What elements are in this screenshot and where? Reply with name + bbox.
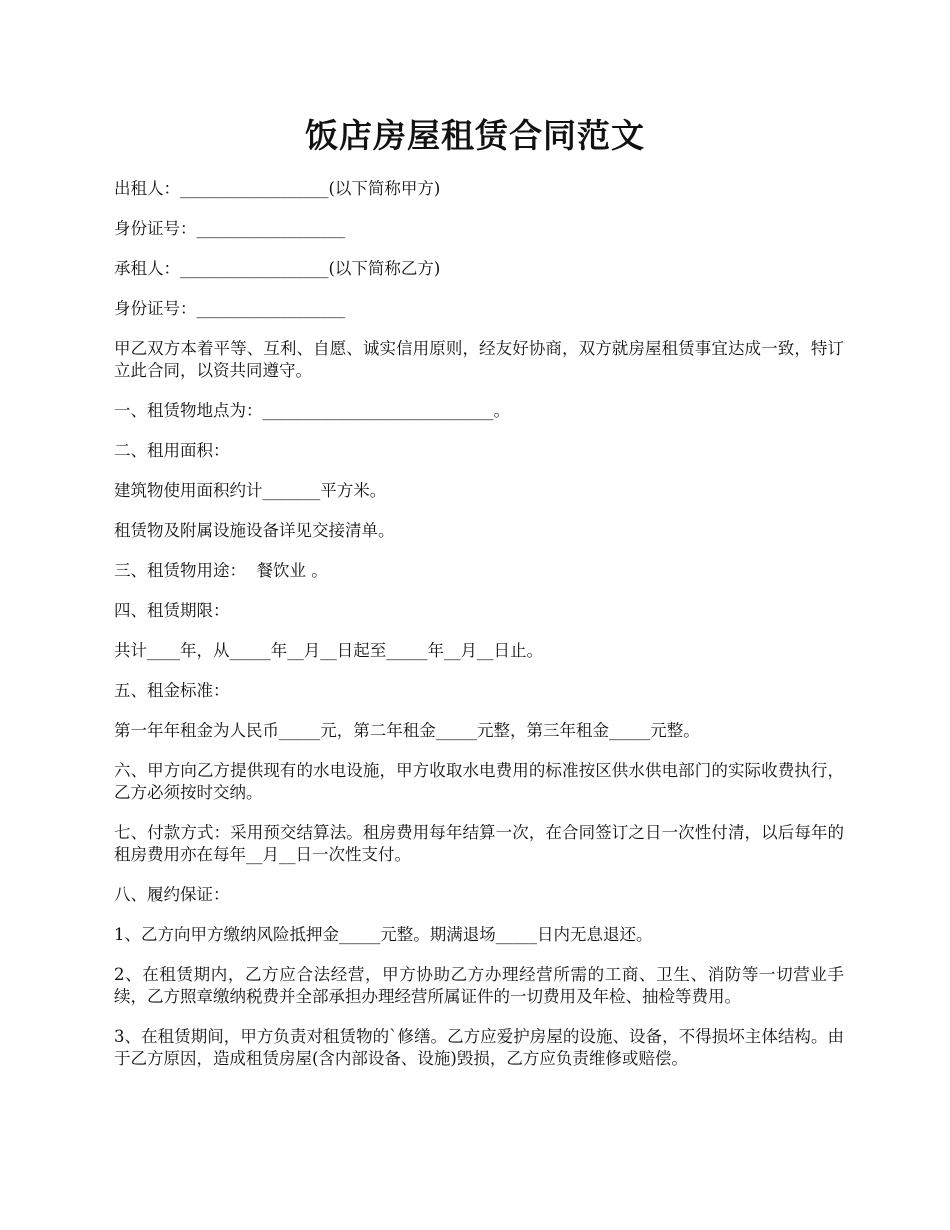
lessee-id-line: 身份证号：__________________ — [114, 299, 345, 318]
clause-area-size: 建筑物使用面积约计_______平方米。 — [114, 481, 387, 500]
clause-guarantee-deposit: 1、乙方向甲方缴纳风险抵押金_____元整。期满退场_____日内无息退还。 — [114, 925, 653, 944]
clause-guarantee-heading: 八、履约保证： — [114, 885, 230, 904]
clause-usage: 三、租赁物用途： 餐饮业 。 — [114, 561, 328, 580]
clause-utilities: 六、甲方向乙方提供现有的水电设施，甲方收取水电费用的标准按区供水供电部门的实际收费执行，乙方必须按时交纳。 — [114, 761, 844, 802]
clause-rent-detail: 第一年年租金为人民币_____元，第二年租金_____元整，第三年租金_____元整。 — [114, 721, 700, 740]
lessee-line: 承租人：__________________(以下简称乙方) — [114, 259, 441, 278]
preamble-paragraph: 甲乙双方本着平等、互利、自愿、诚实信用原则，经友好协商，双方就房屋租赁事宜达成一致，特订立此合同，以资共同遵守。 — [114, 339, 844, 380]
clause-area-heading: 二、租用面积： — [114, 441, 230, 460]
clause-area-inventory: 租赁物及附属设施设备详见交接清单。 — [114, 521, 395, 540]
clause-guarantee-operation: 2、在租赁期内，乙方应合法经营，甲方协助乙方办理经营所需的工商、卫生、消防等一切营业手续，乙方照章缴纳税费并全部承担办理经营所属证件的一切费用及年检、抽检等费用。 — [114, 965, 844, 1006]
clause-term-detail: 共计____年，从_____年__月__日起至_____年__月__日止。 — [114, 641, 543, 660]
lessor-line: 出租人：__________________(以下简称甲方) — [114, 179, 441, 198]
clause-payment: 七、付款方式：采用预交结算法。租房费用每年结算一次，在合同签订之日一次性付清，以后每年的租房费用亦在每年__月__日一次性支付。 — [114, 823, 844, 864]
clause-rent-heading: 五、租金标准： — [114, 681, 230, 700]
clause-location: 一、租赁物地点为：____________________________。 — [114, 401, 510, 420]
lessor-id-line: 身份证号：__________________ — [114, 219, 345, 238]
clause-guarantee-maintenance: 3、在租赁期间，甲方负责对租赁物的`修缮。乙方应爱护房屋的设施、设备，不得损坏主体结构。由于乙方原因，造成租赁房屋(含内部设备、设施)毁损，乙方应负责维修或赔偿。 — [114, 1027, 844, 1068]
document-title: 饭店房屋租赁合同范文 — [305, 116, 645, 155]
clause-term-heading: 四、租赁期限： — [114, 601, 230, 620]
document-body — [114, 178, 844, 1088]
